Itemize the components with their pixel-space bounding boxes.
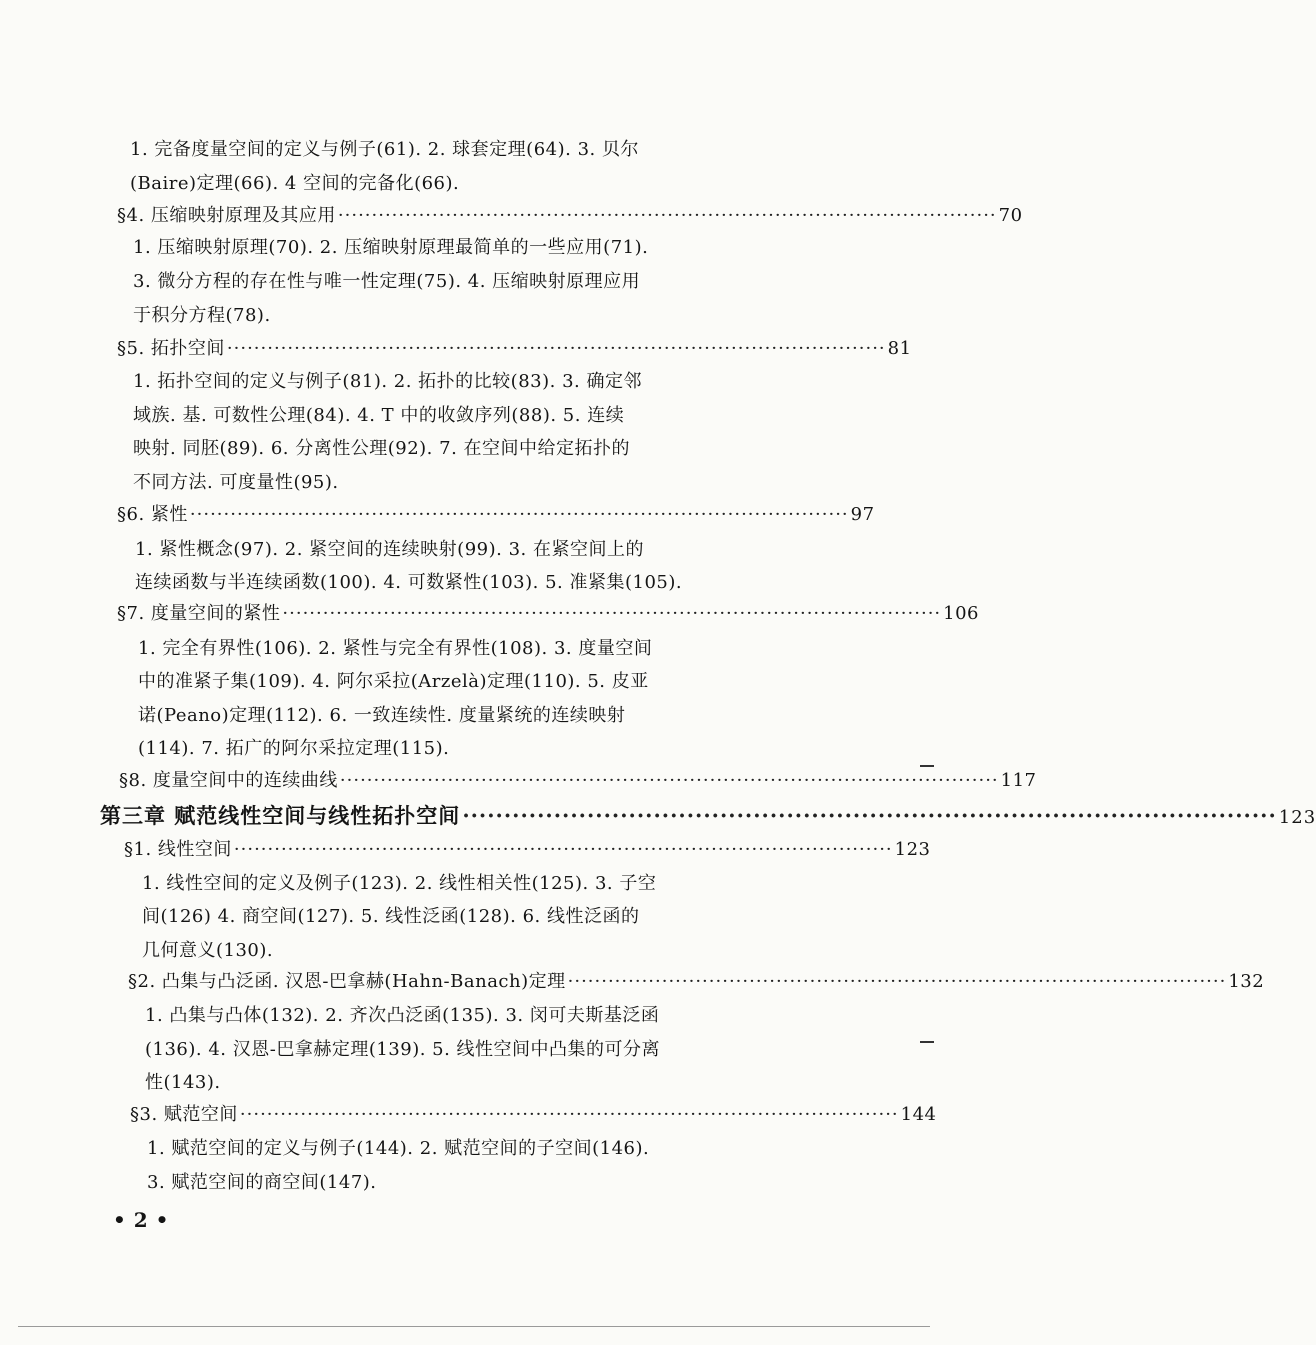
leader-dots: ·································································································· [282,603,942,624]
entry-title: §8. 度量空间中的连续曲线 [119,770,338,791]
toc-entry-section-2[interactable] [128,970,1265,994]
toc-line: 1. 完备度量空间的定义与例子(61). 2. 球套定理(64). 3. 贝尔 [130,139,639,160]
leader-dots: ·································································································· [239,1104,899,1125]
toc-line: 映射. 同胚(89). 6. 分离性公理(92). 7. 在空间中给定拓扑的 [133,438,631,459]
leader-dots: ·································································································· [226,338,886,359]
bottom-rule [18,1326,930,1327]
toc-line: 1. 压缩映射原理(70). 2. 压缩映射原理最简单的一些应用(71). [133,237,649,258]
toc-line: (Baire)定理(66). 4 空间的完备化(66). [130,173,460,194]
toc-line: 1. 线性空间的定义及例子(123). 2. 线性相关性(125). 3. 子空 [142,873,657,894]
toc-line: 性(143). [145,1072,221,1093]
toc-entry-section-4[interactable] [117,204,1023,228]
scan-edge-mark [920,1041,934,1043]
toc-entry-section-5[interactable] [117,337,912,361]
entry-page: 123 [894,839,931,860]
page-number: • 2 • [113,1208,169,1232]
entry-page: 144 [900,1104,937,1125]
leader-dots: ·································································································· [189,504,849,525]
entry-page: 123 [1278,807,1316,828]
toc-line: 1. 凸集与凸体(132). 2. 齐次凸泛函(135). 3. 闵可夫斯基泛函 [145,1005,660,1026]
toc-entry-section-6[interactable] [117,503,875,527]
toc-entry-section-7[interactable] [117,602,979,626]
toc-entry-section-8[interactable] [119,769,1037,793]
leader-dots: ·································································································· [462,803,1277,828]
toc-line: 1. 紧性概念(97). 2. 紧空间的连续映射(99). 3. 在紧空间上的 [135,539,644,560]
entry-title: §6. 紧性 [117,504,188,525]
leader-dots: ·································································································· [567,971,1227,992]
toc-line: 连续函数与半连续函数(100). 4. 可数紧性(103). 5. 准紧集(105). [135,572,683,593]
toc-line: 几何意义(130). [142,940,274,961]
toc-entry-section-3[interactable] [130,1103,937,1127]
entry-page: 81 [887,338,912,359]
entry-page: 70 [998,205,1023,226]
toc-line: (114). 7. 拓广的阿尔采拉定理(115). [138,738,450,759]
entry-title: §1. 线性空间 [124,839,232,860]
toc-line: 1. 赋范空间的定义与例子(144). 2. 赋范空间的子空间(146). [147,1138,650,1159]
scan-edge-mark [920,765,934,767]
toc-line: 不同方法. 可度量性(95). [133,472,339,493]
toc-line: 间(126) 4. 商空间(127). 5. 线性泛函(128). 6. 线性泛函的 [142,906,640,927]
toc-line: (136). 4. 汉恩-巴拿赫定理(139). 5. 线性空间中凸集的可分离 [145,1039,661,1060]
toc-line: 于积分方程(78). [133,305,271,326]
entry-page: 132 [1228,971,1265,992]
toc-line: 中的准紧子集(109). 4. 阿尔采拉(Arzelà)定理(110). 5. 皮亚 [138,671,649,692]
entry-title: §2. 凸集与凸泛函. 汉恩-巴拿赫(Hahn-Banach)定理 [128,971,566,992]
toc-line: 域族. 基. 可数性公理(84). 4. T 中的收敛序列(88). 5. 连续 [133,405,625,426]
toc-line: 1. 完全有界性(106). 2. 紧性与完全有界性(108). 3. 度量空间 [138,638,653,659]
toc-line: 3. 微分方程的存在性与唯一性定理(75). 4. 压缩映射原理应用 [133,271,641,292]
entry-title: §3. 赋范空间 [130,1104,238,1125]
toc-entry-chapter-3[interactable] [100,803,1316,830]
toc-line: 诺(Peano)定理(112). 6. 一致连续性. 度量紧统的连续映射 [138,705,626,726]
toc-line: 1. 拓扑空间的定义与例子(81). 2. 拓扑的比较(83). 3. 确定邻 [133,371,642,392]
leader-dots: ·································································································· [337,205,997,226]
leader-dots: ·································································································· [233,839,893,860]
entry-page: 97 [850,504,875,525]
chapter-title: 第三章 赋范线性空间与线性拓扑空间 [100,803,461,828]
leader-dots: ·································································································· [339,770,999,791]
entry-page: 117 [1000,770,1037,791]
toc-entry-section-1[interactable] [124,838,931,862]
entry-title: §7. 度量空间的紧性 [117,603,281,624]
entry-page: 106 [943,603,979,624]
toc-line: 3. 赋范空间的商空间(147). [147,1172,377,1193]
entry-title: §4. 压缩映射原理及其应用 [117,205,336,226]
entry-title: §5. 拓扑空间 [117,338,225,359]
